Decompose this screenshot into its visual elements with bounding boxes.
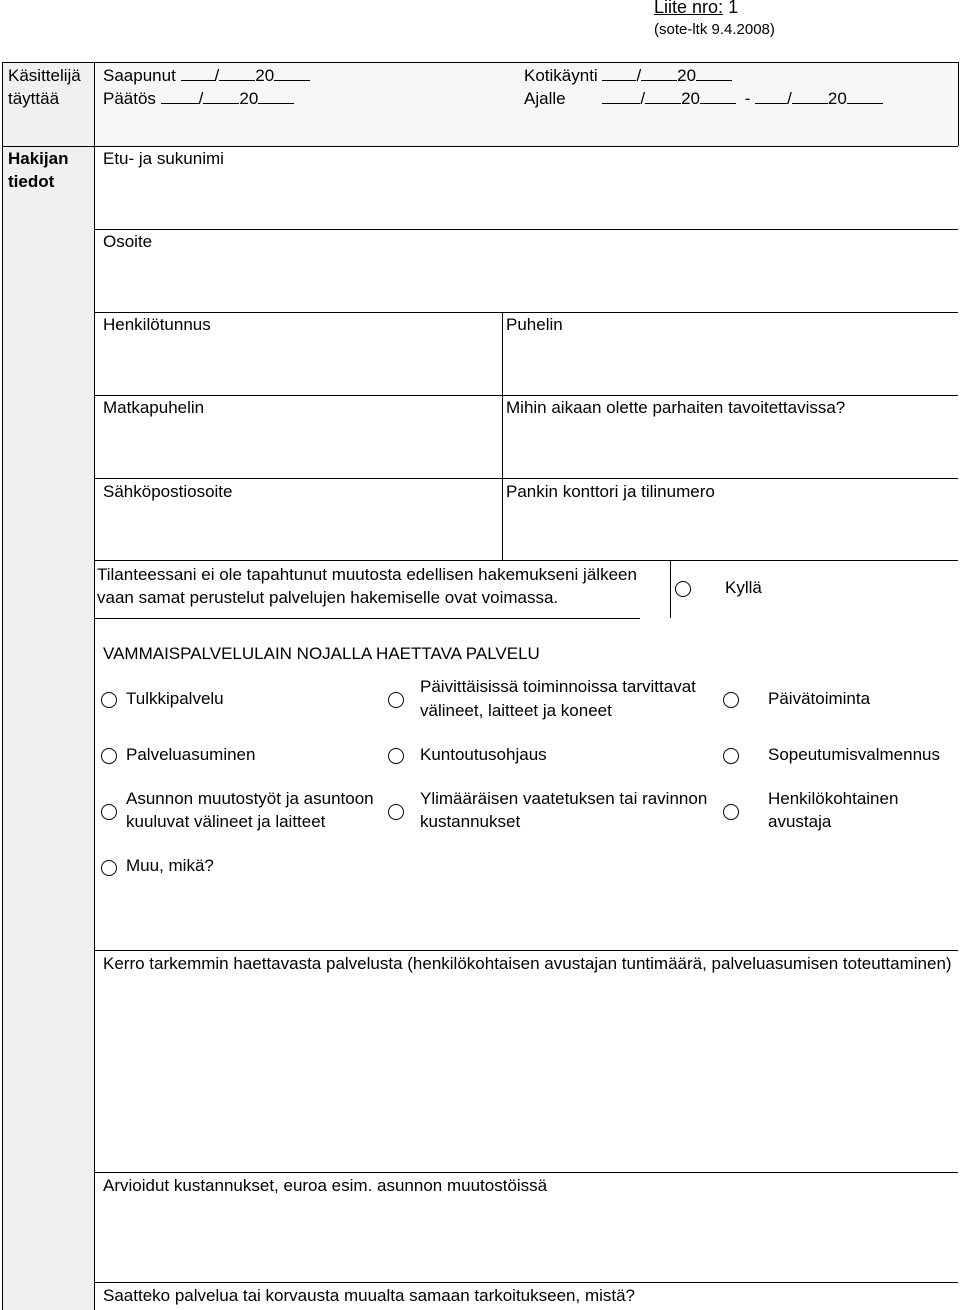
dash: - bbox=[744, 89, 751, 108]
century: 20 bbox=[255, 66, 275, 85]
interpreter-label: Tulkkipalvelu bbox=[126, 689, 224, 708]
decision-label: Päätös bbox=[103, 89, 156, 108]
received-day-blank[interactable] bbox=[181, 64, 215, 81]
costs-field[interactable] bbox=[95, 1174, 957, 1282]
yes-label: Kyllä bbox=[725, 578, 762, 597]
attachment-number: 1 bbox=[728, 0, 739, 17]
period-start-year-blank[interactable] bbox=[700, 87, 736, 104]
slash: / bbox=[198, 89, 204, 108]
frame-left-line bbox=[2, 62, 3, 1310]
email-field[interactable] bbox=[95, 480, 501, 560]
received-year-blank[interactable] bbox=[274, 64, 310, 81]
other-label: Muu, mikä? bbox=[126, 856, 214, 875]
century: 20 bbox=[827, 89, 847, 108]
mobile-field-label: Matkapuhelin bbox=[103, 398, 205, 417]
extra-clothing-label-2: kustannukset bbox=[420, 812, 521, 831]
divider-line bbox=[94, 950, 958, 951]
address-field[interactable] bbox=[95, 230, 957, 312]
no-change-line-2: vaan samat perustelut palvelujen hakemiselle ovat voimassa. bbox=[97, 588, 559, 607]
slash: / bbox=[214, 66, 220, 85]
handler-side-label-2: täyttää bbox=[8, 89, 60, 108]
costs-field-label: Arvioidut kustannukset, euroa esim. asunnon muutostöissä bbox=[103, 1176, 548, 1195]
rehab-guidance-label: Kuntoutusohjaus bbox=[420, 745, 547, 764]
handler-side-label-1: Käsittelijä bbox=[8, 66, 81, 85]
no-change-line-1: Tilanteessani ei ole tapahtunut muutosta edellisen hakemukseni jälkeen bbox=[97, 565, 637, 584]
mobile-field[interactable] bbox=[95, 396, 501, 478]
period-start-day-blank[interactable] bbox=[602, 87, 640, 104]
daily-aids-label-2: välineet, laitteet ja koneet bbox=[420, 701, 612, 720]
bank-field[interactable] bbox=[503, 480, 957, 560]
century: 20 bbox=[681, 89, 700, 108]
decision-year-blank[interactable] bbox=[258, 87, 294, 104]
slash: / bbox=[636, 66, 642, 85]
details-field[interactable] bbox=[95, 952, 957, 1172]
attachment-heading bbox=[654, 0, 738, 19]
frame-top-line bbox=[2, 62, 958, 63]
frame-right-line bbox=[958, 62, 959, 146]
home-visit-month-blank[interactable] bbox=[641, 64, 677, 81]
received-row bbox=[103, 64, 310, 87]
bank-field-label: Pankin konttori ja tilinumero bbox=[506, 482, 715, 501]
divider-line bbox=[94, 478, 958, 479]
adaptation-training-label: Sopeutumisvalmennus bbox=[768, 745, 940, 764]
decision-row bbox=[103, 87, 294, 110]
details-field-label: Kerro tarkemmin haettavasta palvelusta (henkilökohtaisen avustajan tuntimäärä, palveluasumisen toteuttaminen) bbox=[103, 954, 952, 973]
extra-clothing-radio[interactable] bbox=[388, 804, 404, 820]
slash: / bbox=[787, 89, 792, 108]
period-start-month-blank[interactable] bbox=[645, 87, 681, 104]
yes-radio[interactable] bbox=[675, 581, 691, 597]
other-radio[interactable] bbox=[101, 860, 117, 876]
reach-time-field[interactable] bbox=[503, 396, 957, 478]
home-visit-day-blank[interactable] bbox=[602, 64, 636, 81]
services-title: VAMMAISPALVELULAIN NOJALLA HAETTAVA PALVELU bbox=[103, 644, 540, 663]
housing-mod-radio[interactable] bbox=[101, 804, 117, 820]
no-change-divider bbox=[670, 560, 671, 618]
decision-month-blank[interactable] bbox=[203, 87, 239, 104]
day-activity-radio[interactable] bbox=[723, 692, 739, 708]
email-field-label: Sähköpostiosoite bbox=[103, 482, 233, 501]
applicant-side-label-1: Hakijan bbox=[8, 149, 69, 168]
name-field-label: Etu- ja sukunimi bbox=[103, 149, 224, 168]
extra-clothing-label-1: Ylimääräisen vaatetuksen tai ravinnon bbox=[420, 789, 708, 808]
daily-aids-radio[interactable] bbox=[388, 692, 404, 708]
name-field[interactable] bbox=[95, 147, 957, 229]
side-column bbox=[2, 62, 94, 1310]
service-housing-label: Palveluasuminen bbox=[126, 745, 256, 764]
received-label: Saapunut bbox=[103, 66, 176, 85]
phone-field[interactable] bbox=[503, 313, 957, 395]
home-visit-row bbox=[524, 64, 732, 87]
divider-line bbox=[94, 1282, 958, 1283]
address-field-label: Osoite bbox=[103, 232, 153, 251]
attachment-label: Liite nro: bbox=[654, 0, 724, 17]
period-end-day-blank[interactable] bbox=[755, 87, 787, 104]
divider-line bbox=[94, 1172, 958, 1173]
adaptation-training-radio[interactable] bbox=[723, 748, 739, 764]
reference-text: (sote-ltk 9.4.2008) bbox=[654, 21, 775, 38]
applicant-side-label-2: tiedot bbox=[8, 172, 55, 191]
reach-time-field-label: Mihin aikaan olette parhaiten tavoitettavissa? bbox=[506, 398, 846, 417]
period-row bbox=[524, 87, 883, 110]
home-visit-label: Kotikäynti bbox=[524, 66, 598, 85]
personal-assist-radio[interactable] bbox=[723, 804, 739, 820]
divider-line bbox=[94, 560, 958, 561]
service-housing-radio[interactable] bbox=[101, 748, 117, 764]
home-visit-year-blank[interactable] bbox=[696, 64, 732, 81]
period-label: Ajalle bbox=[524, 89, 566, 108]
interpreter-radio[interactable] bbox=[101, 692, 117, 708]
day-activity-label: Päivätoiminta bbox=[768, 689, 871, 708]
ssn-field[interactable] bbox=[95, 313, 501, 395]
decision-day-blank[interactable] bbox=[161, 87, 199, 104]
housing-mod-label-1: Asunnon muutostyöt ja asuntoon bbox=[126, 789, 374, 808]
phone-field-label: Puhelin bbox=[506, 315, 563, 334]
personal-assist-label-1: Henkilökohtainen bbox=[768, 789, 899, 808]
century: 20 bbox=[239, 89, 259, 108]
ssn-field-label: Henkilötunnus bbox=[103, 315, 211, 334]
received-month-blank[interactable] bbox=[219, 64, 255, 81]
rehab-guidance-radio[interactable] bbox=[388, 748, 404, 764]
divider-line bbox=[94, 618, 640, 619]
housing-mod-label-2: kuuluvat välineet ja laitteet bbox=[126, 812, 326, 831]
period-end-month-blank[interactable] bbox=[792, 87, 828, 104]
personal-assist-label-2: avustaja bbox=[768, 812, 832, 831]
slash: / bbox=[640, 89, 646, 108]
other-source-field-label: Saatteko palvelua tai korvausta muualta samaan tarkoitukseen, mistä? bbox=[103, 1286, 636, 1305]
daily-aids-label-1: Päivittäisissä toiminnoissa tarvittavat bbox=[420, 677, 696, 696]
century: 20 bbox=[677, 66, 697, 85]
period-end-year-blank[interactable] bbox=[847, 87, 883, 104]
